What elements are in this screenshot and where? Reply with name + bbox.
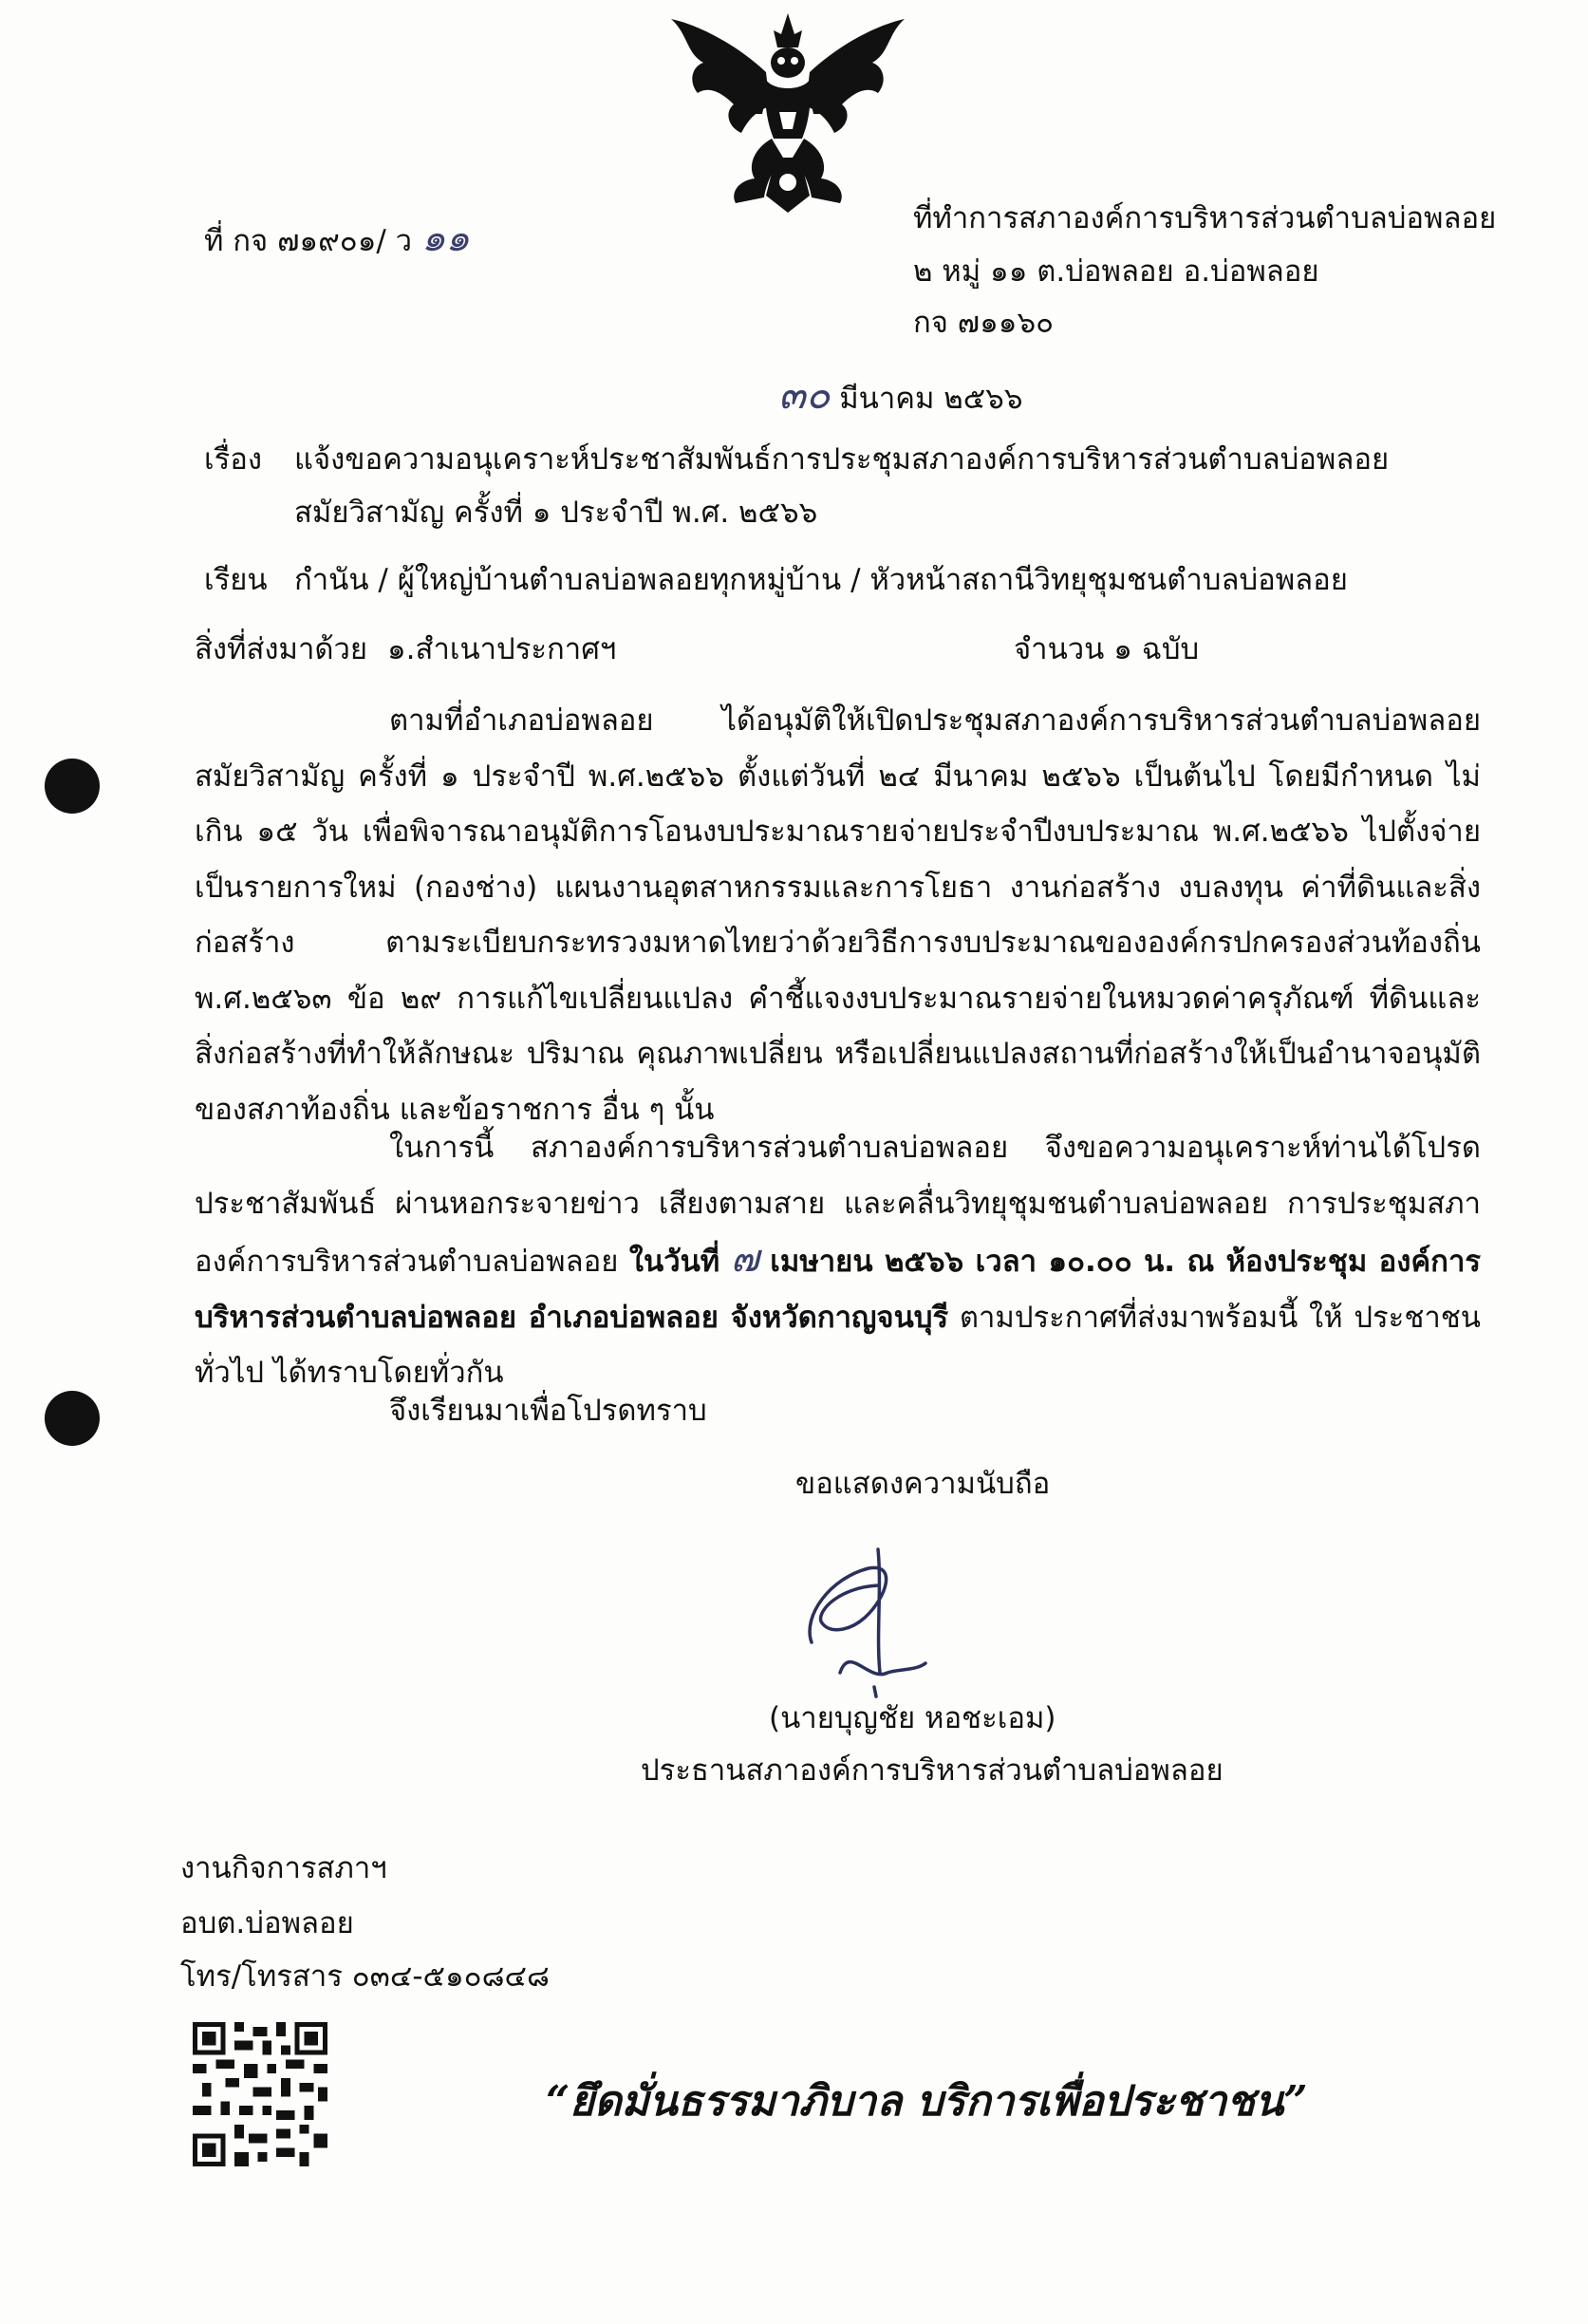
contact-department: งานกิจการสภาฯ — [180, 1851, 387, 1885]
reference-number: ที่ กจ ๗๑๙๐๑/ ว ๑๑ — [204, 216, 470, 260]
enclosure-item: ๑.สำเนาประกาศฯ — [387, 632, 617, 666]
contact-organization: อบต.บ่อพลอย — [180, 1906, 354, 1940]
signoff-regards: ขอแสดงความนับถือ — [795, 1467, 1051, 1501]
motto: “ยึดมั่นธรรมาภิบาล บริการเพื่อประชาชน” — [546, 2077, 1308, 2126]
body-paragraph-1: ตามที่อำเภอบ่อพลอย ได้อนุมัติให้เปิดประชุมสภาองค์การบริหารส่วนตำบลบ่อพลอย สมัยวิสามัญ ครั้งที่ ๑ ประจำปี พ.ศ.๒๕๖๖ ตั้งแต่วันที่ ๒๔ มีนาคม ๒๕๖๖ เป็นต้นไป โดยมีกำหนด ไม่เกิน ๑๕ วัน เพื่อพิจารณาอนุมัติการโอนงบประมาณรายจ่ายประจำปีงบประมาณ พ.ศ.๒๕๖๖ ไปตั้งจ่าย เป็นรายการใหม่ (กองช่าง) แผนงานอุตสาหกรรมและการโยธา งานก่อสร้าง งบลงทุน ค่าที่ดินและสิ่งก่อสร้าง ตามระเบียบกระทรวงมหาดไทยว่าด้วยวิธีการงบประมาณขององค์กรปกครองส่วนท้องถิ่น พ.ศ.๒๕๖๓ ข้อ ๒๙ การแก้ไขเปลี่ยนแปลง คำชี้แจงงบประมาณรายจ่ายในหมวดค่าครุภัณฑ์ ที่ดินและสิ่งก่อสร้างที่ทำให้ลักษณะ ปริมาณ คุณภาพเปลี่ยน หรือเปลี่ยนแปลงสถานที่ก่อสร้างให้เป็นอำนาจอนุมัติของสภาท้องถิ่น และข้อราชการ อื่น ๆ นั้น — [195, 703, 1481, 1127]
office-address-line2: ๒ หมู่ ๑๑ ต.บ่อพลอย อ.บ่อพลอย — [913, 254, 1319, 289]
enclosure-label: สิ่งที่ส่งมาด้วย — [195, 632, 368, 666]
signature-icon — [774, 1530, 954, 1701]
date-day-handwritten: ๓๐ — [778, 371, 831, 418]
punch-hole-top — [45, 759, 100, 814]
meeting-day-handwritten: ๗ — [730, 1237, 759, 1281]
body-paragraph-2: ในการนี้ สภาองค์การบริหารส่วนตำบลบ่อพลอย จึงขอความอนุเคราะห์ท่านได้โปรด ประชาสัมพันธ์ ผ่านหอกระจายข่าว เสียงตามสาย และคลื่นวิทยุชุมชนตำบลบ่อพลอย การประชุมสภา องค์การบริหารส่วนตำบลบ่อพลอย ในวันที่ ๗ เมษายน ๒๕๖๖ เวลา ๑๐.๐๐ น. ณ ห้องประชุม องค์การบริหารส่วนตำบลบ่อพลอย อำเภอบ่อพลอย จังหวัดกาญจนบุรี ตามประกาศที่ส่งมาพร้อมนี้ ให้ ประชาชนทั่วไป ได้ทราบโดยทั่วกัน — [195, 1131, 1482, 1390]
subject-line1: แจ้งขอความอนุเคราะห์ประชาสัมพันธ์การประชุมสภาองค์การบริหารส่วนตำบลบ่อพลอย — [294, 442, 1390, 477]
enclosure-count: จำนวน ๑ ฉบับ — [1014, 632, 1200, 666]
garuda-emblem-icon — [660, 6, 916, 216]
recipient-label: เรียน — [204, 563, 268, 597]
subject-label: เรื่อง — [204, 442, 263, 477]
office-address-line3: กจ ๗๑๑๖๐ — [913, 306, 1055, 340]
punch-hole-bottom — [45, 1391, 100, 1446]
document-date: ๓๐ มีนาคม ๒๕๖๖ — [778, 371, 1023, 418]
office-address-line1: ที่ทำการสภาองค์การบริหารส่วนตำบลบ่อพลอย — [913, 201, 1497, 235]
contact-phone: โทร/โทรสาร ๐๓๔-๕๑๐๘๔๘ — [180, 1959, 550, 1994]
qr-code-icon — [193, 2022, 327, 2166]
recipient-text: กำนัน / ผู้ใหญ่บ้านตำบลบ่อพลอยทุกหมู่บ้าน / หัวหน้าสถานีวิทยุชุมชนตำบลบ่อพลอย — [294, 563, 1348, 597]
signatory-name: (นายบุญชัย หอชะเอม) — [769, 1701, 1056, 1735]
reference-number-handwritten: ๑๑ — [420, 216, 470, 260]
signatory-position: ประธานสภาองค์การบริหารส่วนตำบลบ่อพลอย — [641, 1753, 1224, 1788]
closing-request: จึงเรียนมาเพื่อโปรดทราบ — [389, 1394, 707, 1428]
subject-line2: สมัยวิสามัญ ครั้งที่ ๑ ประจำปี พ.ศ. ๒๕๖๖ — [294, 496, 818, 530]
